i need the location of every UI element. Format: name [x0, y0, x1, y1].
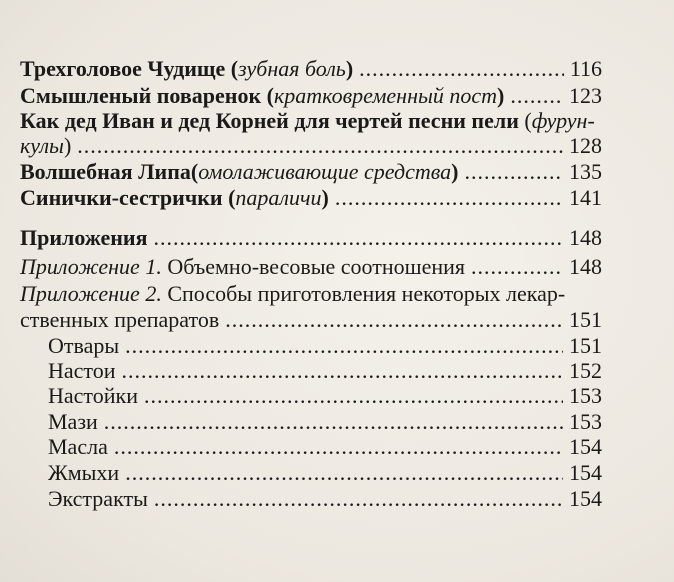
subentry-title: Настои: [48, 358, 116, 383]
page-number: 148: [569, 254, 602, 279]
toc-entry: Синички-сестрички (параличи) ..... 141: [20, 185, 602, 211]
toc-subentry: [48, 460, 602, 486]
page-number: 154: [569, 434, 602, 459]
toc-entry-line1: Как дед Иван и дед Корней для чертей песни пели (фурун-: [20, 108, 595, 133]
toc-entry: Волшебная Липа(омолаживающие средства) ..... 135: [20, 159, 602, 185]
entry-title: Как дед Иван и дед Корней для чертей песни пели: [20, 108, 519, 133]
appendix-title-part2: ственных препаратов: [20, 307, 220, 332]
toc-entry-appendix: [20, 254, 602, 280]
toc-entry: Трехголовое Чудище (зубная боль) ..... 116: [20, 56, 602, 82]
subentry-title: Масла: [48, 434, 108, 459]
leader-dots: [122, 358, 563, 384]
leader-dots: [144, 383, 563, 409]
toc-entry: Смышленый поваренок (кратковременный пост) ..... 123: [20, 83, 602, 109]
leader-dots: [510, 83, 563, 109]
page-number: 151: [569, 333, 602, 358]
toc-subentry: [48, 383, 602, 409]
page-number: 116: [569, 56, 602, 81]
page-number: 151: [569, 307, 602, 332]
entry-note: омолаживающие средства: [198, 159, 452, 184]
subentry-title: Отвары: [48, 333, 120, 358]
appendix-label: Приложение 2.: [20, 281, 162, 306]
entry-note: параличи: [235, 185, 322, 210]
entry-note: кратковременный пост: [273, 83, 498, 108]
toc-subentry: [48, 409, 602, 435]
entry-title: Трехголовое Чудище: [20, 56, 226, 81]
page-number: 148: [569, 225, 602, 250]
subentry-title: Мази: [48, 409, 98, 434]
leader-dots: [335, 185, 563, 211]
toc-entry-line2: кулы) ..... 128: [20, 133, 602, 159]
leader-dots: [125, 333, 563, 359]
toc-entry-appendices: [20, 225, 602, 251]
toc-entry-appendix-line1: [20, 281, 565, 307]
entry-title: Приложения: [20, 225, 148, 250]
appendix-title-part1: Способы приготовления некоторых лекар-: [167, 281, 566, 306]
page-number: 141: [569, 185, 602, 210]
leader-dots: [125, 460, 563, 486]
toc-entry-appendix-line2: [20, 307, 602, 333]
subentry-title: Экстракты: [48, 486, 148, 511]
subentry-title: Жмыхи: [48, 460, 120, 485]
entry-title: Смышленый поваренок: [20, 83, 262, 108]
leader-dots: [114, 434, 563, 460]
leader-dots: [225, 307, 563, 333]
toc-subentry: [48, 333, 602, 359]
leader-dots: [104, 409, 563, 435]
page-number: 153: [569, 409, 602, 434]
leader-dots: [359, 56, 564, 82]
page-number: 152: [569, 358, 602, 383]
page-number: 153: [569, 383, 602, 408]
page-number: 154: [569, 460, 602, 485]
toc-subentry: [48, 434, 602, 460]
entry-title: Синички-сестрички: [20, 185, 223, 210]
page-number: 154: [569, 486, 602, 511]
page-number: 128: [569, 133, 602, 158]
appendix-label: Приложение 1.: [20, 254, 162, 279]
leader-dots: [471, 254, 563, 280]
entry-note-part1: фурун-: [531, 108, 595, 133]
leader-dots: [154, 486, 563, 512]
toc-subentry: [48, 358, 602, 384]
entry-title: Волшебная Липа: [20, 159, 191, 184]
leader-dots: [77, 133, 563, 159]
toc-subentry: [48, 486, 602, 512]
entry-note-part2: кулы: [20, 133, 64, 158]
appendix-title: Объемно-весовые соотношения: [167, 254, 466, 279]
entry-note: зубная боль: [238, 56, 346, 81]
leader-dots: [464, 159, 563, 185]
page-number: 123: [569, 83, 602, 108]
leader-dots: [154, 225, 564, 251]
subentry-title: Настойки: [48, 383, 138, 408]
page-number: 135: [569, 159, 602, 184]
